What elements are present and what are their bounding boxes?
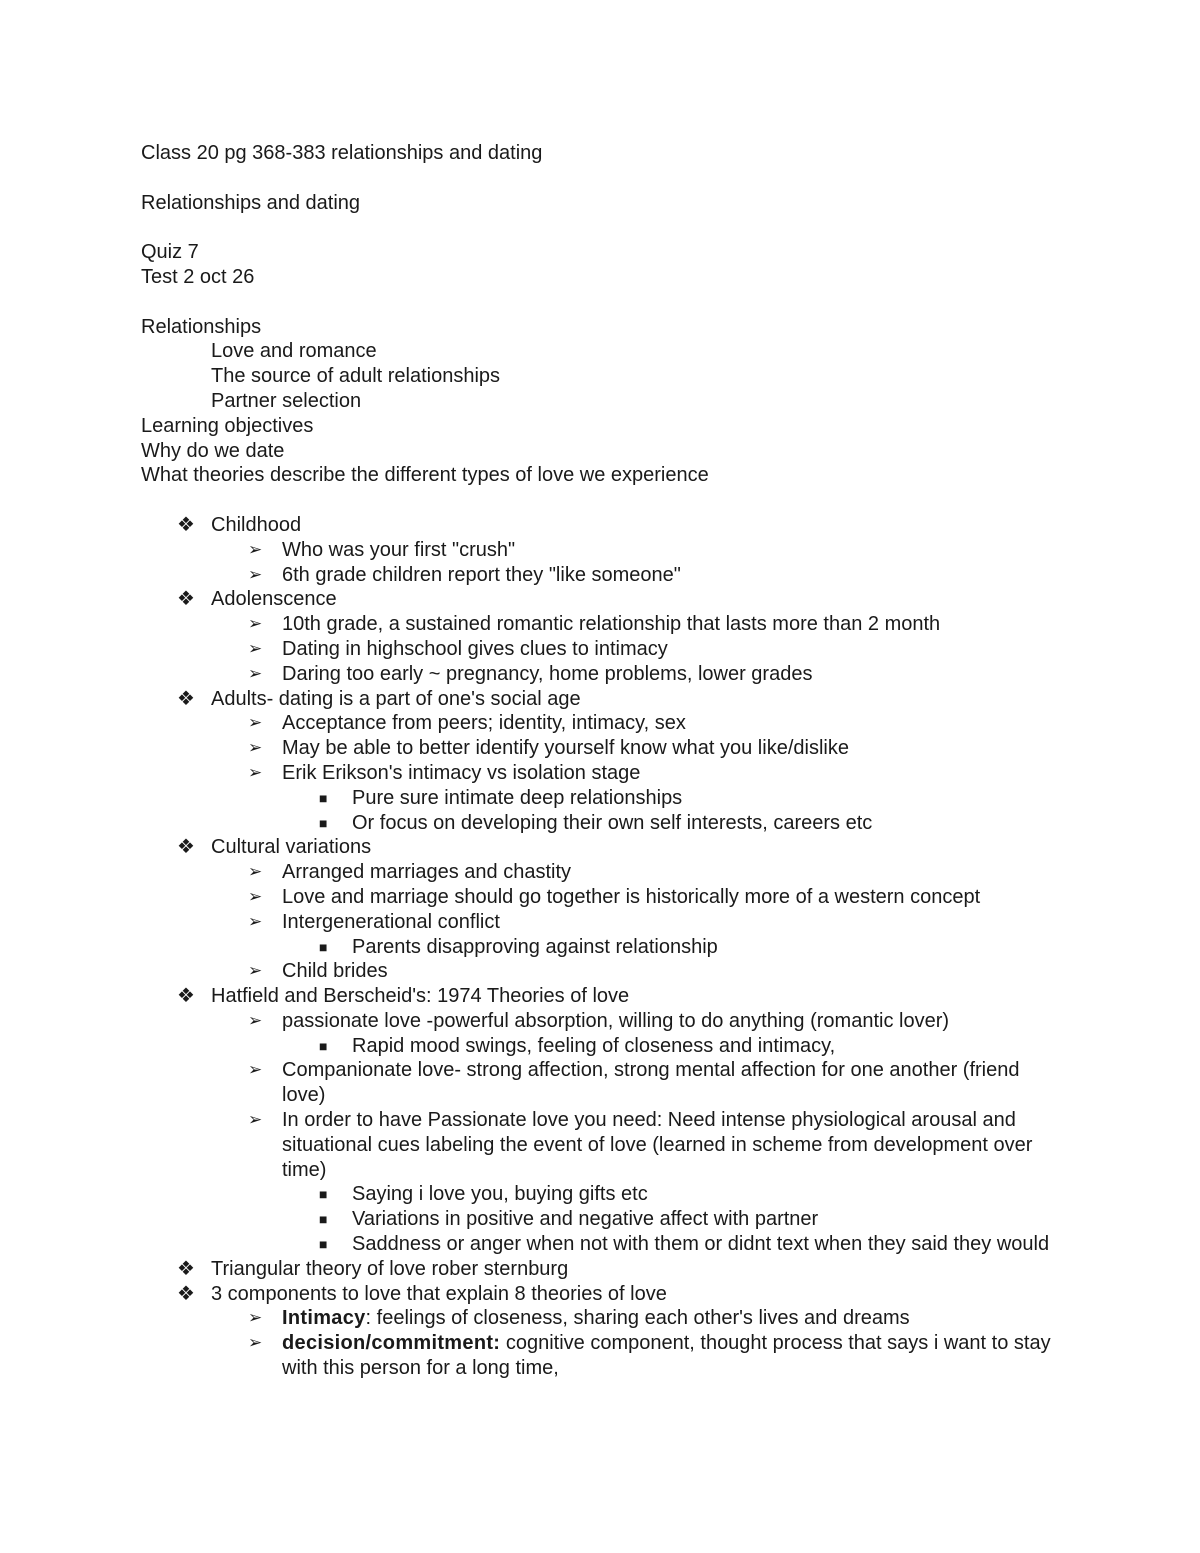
list-item-text: : feelings of closeness, sharing each other's lives and dreams [365, 1307, 910, 1330]
list-item [141, 910, 1061, 935]
list-item-text: Pure sure intimate deep relationships [352, 786, 683, 809]
list-item-text: Saddness or anger when not with them or didnt text when they said they would [352, 1233, 1050, 1256]
list-item [141, 1182, 1061, 1207]
list-item-text: 6th grade children report they "like someone" [282, 563, 681, 586]
section-label-triangular: Triangular theory of love rober sternburg [211, 1257, 569, 1280]
list-item [141, 959, 1061, 984]
list-item-text: Rapid mood swings, feeling of closeness and intimacy, [352, 1034, 836, 1057]
arrow-bullet-icon: ➢ [248, 663, 263, 683]
document-subtitle: Relationships and dating [141, 191, 361, 214]
diamond-bullet-icon: ❖ [177, 513, 195, 536]
list-item [141, 935, 1061, 960]
arrow-bullet-icon: ➢ [248, 1308, 263, 1328]
list-item [141, 563, 1061, 588]
term-decision-commitment: decision/commitment: [282, 1332, 501, 1355]
list-item [141, 587, 1061, 612]
square-bullet-icon: ■ [319, 938, 328, 955]
list-item [141, 612, 1061, 637]
arrow-bullet-icon: ➢ [248, 1060, 263, 1080]
list-item [141, 637, 1061, 662]
list-item-text: Daring too early ~ pregnancy, home problems, lower grades [282, 662, 813, 685]
diamond-bullet-icon: ❖ [177, 588, 195, 611]
list-item [141, 513, 1061, 538]
outline-line: Why do we date [141, 439, 285, 462]
list-item [141, 1034, 1061, 1059]
list-item [141, 835, 1061, 860]
test-note: Test 2 oct 26 [141, 265, 255, 288]
arrow-bullet-icon: ➢ [248, 1110, 263, 1130]
section-label-hatfield: Hatfield and Berscheid's: 1974 Theories of love [211, 985, 630, 1008]
section-label-childhood: Childhood [211, 513, 302, 536]
arrow-bullet-icon: ➢ [248, 738, 263, 758]
outline-sub-item: The source of adult relationships [211, 365, 501, 388]
list-item [141, 711, 1061, 736]
arrow-bullet-icon: ➢ [248, 564, 263, 584]
square-bullet-icon: ■ [319, 789, 328, 806]
arrow-bullet-icon: ➢ [248, 1333, 263, 1353]
list-item-text: Erik Erikson's intimacy vs isolation stage [282, 761, 641, 784]
list-item-text: May be able to better identify yourself know what you like/dislike [282, 737, 849, 760]
diamond-bullet-icon: ❖ [177, 1282, 195, 1305]
list-item [141, 1108, 1061, 1182]
document-title: Class 20 pg 368-383 relationships and dating [141, 142, 543, 164]
list-item [141, 761, 1061, 786]
list-item [141, 1009, 1061, 1034]
outline-line: Learning objectives [141, 414, 314, 437]
list-item [141, 786, 1061, 811]
section-label-components: 3 components to love that explain 8 theories of love [211, 1282, 667, 1305]
square-bullet-icon: ■ [319, 1186, 328, 1203]
list-item-text: Dating in highschool gives clues to intimacy [282, 637, 668, 660]
list-item [141, 662, 1061, 687]
section-label-adolescence: Adolenscence [211, 588, 337, 611]
outline-sub-item: Love and romance [211, 340, 377, 363]
term-intimacy: Intimacy [282, 1307, 366, 1330]
list-item-text: Acceptance from peers; identity, intimacy, sex [282, 712, 686, 735]
list-item-text: Arranged marriages and chastity [282, 861, 572, 884]
list-item [141, 811, 1061, 836]
arrow-bullet-icon: ➢ [248, 961, 263, 981]
arrow-bullet-icon: ➢ [248, 762, 263, 782]
diamond-bullet-icon: ❖ [177, 985, 195, 1008]
arrow-bullet-icon: ➢ [248, 539, 263, 559]
list-item-text: passionate love -powerful absorption, willing to do anything (romantic lover) [282, 1009, 950, 1032]
list-item [141, 984, 1061, 1009]
diamond-bullet-icon: ❖ [177, 836, 195, 859]
outline-heading: Relationships [141, 315, 262, 338]
list-item [141, 1282, 1061, 1307]
square-bullet-icon: ■ [319, 1236, 328, 1253]
diamond-bullet-icon: ❖ [177, 687, 195, 710]
list-item-text: cognitive component, thought process that says i want to stay with this person for a long time, [282, 1332, 1051, 1380]
list-item [141, 736, 1061, 761]
list-item [141, 1232, 1061, 1257]
list-item [141, 1306, 1061, 1331]
list-item-text: Variations in positive and negative affect with partner [352, 1208, 819, 1231]
list-item-text: In order to have Passionate love you need: Need intense physiological arousal and situational cues labeling the event of love (learned in scheme from development over time) [282, 1109, 1033, 1181]
diamond-bullet-icon: ❖ [177, 1257, 195, 1280]
list-item-text: Child brides [282, 960, 388, 983]
arrow-bullet-icon: ➢ [248, 713, 263, 733]
list-item [141, 1058, 1061, 1108]
quiz-note: Quiz 7 [141, 241, 199, 264]
arrow-bullet-icon: ➢ [248, 862, 263, 882]
list-item-text: Intergenerational conflict [282, 910, 500, 933]
arrow-bullet-icon: ➢ [248, 911, 263, 931]
arrow-bullet-icon: ➢ [248, 614, 263, 634]
list-item [141, 1257, 1061, 1282]
square-bullet-icon: ■ [319, 814, 328, 831]
list-item-text: Parents disapproving against relationship [352, 935, 718, 958]
list-item [141, 860, 1061, 885]
list-item-text: Or focus on developing their own self interests, careers etc [352, 811, 873, 834]
section-label-cultural: Cultural variations [211, 836, 372, 859]
list-item-text: Companionate love- strong affection, strong mental affection for one another (friend love) [282, 1059, 1020, 1107]
arrow-bullet-icon: ➢ [248, 886, 263, 906]
arrow-bullet-icon: ➢ [248, 638, 263, 658]
list-item-text: Saying i love you, buying gifts etc [352, 1183, 648, 1206]
outline-line: What theories describe the different types of love we experience [141, 464, 709, 487]
section-label-adults: Adults- dating is a part of one's social age [211, 687, 581, 710]
list-item [141, 687, 1061, 712]
list-item-text: 10th grade, a sustained romantic relationship that lasts more than 2 month [282, 613, 941, 636]
list-item [141, 538, 1061, 563]
list-item-text: Love and marriage should go together is historically more of a western concept [282, 885, 981, 908]
square-bullet-icon: ■ [319, 1211, 328, 1228]
arrow-bullet-icon: ➢ [248, 1010, 263, 1030]
list-item [141, 1331, 1061, 1381]
list-item-text: Who was your first "crush" [282, 538, 516, 561]
outline-sub-item: Partner selection [211, 389, 362, 412]
notes-body [141, 141, 1061, 1381]
list-item [141, 1207, 1061, 1232]
list-item [141, 885, 1061, 910]
square-bullet-icon: ■ [319, 1037, 328, 1054]
